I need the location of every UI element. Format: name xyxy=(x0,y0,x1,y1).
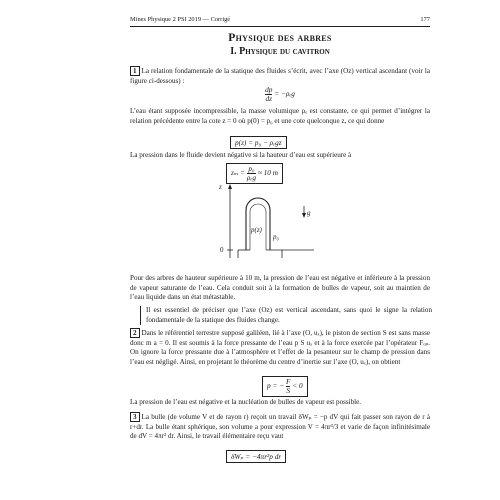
q1-boxed-height-den: ρₑg xyxy=(246,173,256,182)
figure-outside-pressure-label: p₀ xyxy=(273,233,279,241)
figure-origin-label: 0 xyxy=(220,246,224,254)
q1-equation-fraction xyxy=(265,86,272,103)
running-header xyxy=(130,16,430,23)
q3-number: 3 xyxy=(130,412,140,422)
figure-gravity-label: g xyxy=(307,209,311,217)
q2-boxed-lhs: p = − xyxy=(267,381,285,391)
page-number: 177 xyxy=(420,16,430,23)
q1-boxed-height-fraction xyxy=(247,165,256,182)
q2-boxed-fraction xyxy=(286,378,290,395)
q1-number: 1 xyxy=(130,66,140,76)
q1-equation-rhs: = −ρₑg xyxy=(274,89,295,99)
q1-equation-numerator: dp xyxy=(265,85,273,94)
q3-paragraph xyxy=(130,412,430,442)
figure-inside-pressure-label: p(z) xyxy=(251,226,262,234)
q1-boxed-height xyxy=(226,163,283,184)
q3-boxed-work: δWₚ = −4πr²p dr xyxy=(226,450,286,463)
q2-boxed-den: S xyxy=(286,386,291,395)
section-title: I. Physique du cavitron xyxy=(230,46,330,57)
gravity-arrowhead xyxy=(302,213,306,218)
q2-boxed-pressure xyxy=(262,376,308,397)
q2-text: Dans le référentiel terrestre supposé galiléen, lié à l’axe (O, uₓ), le piston de section S est sans masse donc m a = 0. Il est soumis à la force pressante de l’eau p S uₓ et à la force exercée par l’opérateur Fₒₚ. On ignore la force pressante due à l’atmosphère et l’effet de la pesanteur sur le champ de pression dans l’eau est négligé. Ainsi, en projetant le théorème du centre d’inertie sur l’axe (O, uₓ), on obtient xyxy=(130,329,430,366)
q1-equation-denominator: dz xyxy=(265,94,272,103)
q2-paragraph xyxy=(130,328,430,367)
running-header-title: Mines Physique 2 PSI 2019 — Corrigé xyxy=(130,16,231,23)
q1-boxed-height-lhs: zₘ = xyxy=(231,168,246,178)
q1-paragraph xyxy=(130,66,430,86)
tube-outline xyxy=(246,198,270,250)
z-axis-arrowhead xyxy=(228,184,232,189)
cavitron-figure xyxy=(222,184,342,264)
q1-text: La relation fondamentale de la statique des fluides s’écrit, avec l’axe (Oz) vertical ascendant (voir la figure ci-dessous) : xyxy=(130,67,430,85)
q1-boxed-height-rhs: ≈ 10 m xyxy=(257,168,279,178)
figure-axis-label: z xyxy=(219,183,222,191)
q2-number: 2 xyxy=(130,328,140,338)
q2-boxed-num: F xyxy=(285,377,291,386)
q1-paragraph-3: La pression dans le fluide devient négative si la hauteur d’eau est supérieure à xyxy=(130,151,352,159)
q2-boxed-rhs: < 0 xyxy=(292,381,303,391)
q3-text: La bulle (de volume V et de rayon r) reçoit un travail δWₚ = −p dV qui fait passer son rayon de r à r+dr. La bulle étant sphérique, son volume a pour expression V = 4πr³/3 et varie de façon infinitésimale de dV = 4πr² dr. Ainsi, le travail élémentaire reçu vaut xyxy=(130,413,430,441)
q1-boxed-pressure: p(z) = p₀ − ρₑgz xyxy=(230,136,287,149)
q1-remark: Il est essentiel de préciser que l’axe (Oz) est vertical ascendant, sans quoi le signe la relation fondamentale de la statique des fluides change. xyxy=(140,306,432,325)
q1-paragraph-4: Pour des arbres de hauteur supérieure à 10 m, la pression de l’eau est négative et inférieure à la pression de vapeur saturante de l’eau. Cela conduit soit à la formation de bulles de vapeur, soit au maintien de l’eau liquide dans un état métastable. xyxy=(130,274,430,302)
q1-boxed-height-num: p₀ xyxy=(248,164,255,173)
header-rule xyxy=(130,26,430,27)
q1-paragraph-2: L’eau étant supposée incompressible, la masse volumique ρₑ est constante, ce qui permet d’intégrer la relation précédente entre la cote z = 0 où p(0) = p₀ et une cote quelconque z, ce qui donne xyxy=(130,107,430,125)
q2-paragraph-2: La pression de l’eau est négative et la nucléation de bulles de vapeur est possible. xyxy=(130,398,362,406)
q1-equation xyxy=(130,86,430,103)
chapter-title: Physique des arbres xyxy=(228,32,332,44)
